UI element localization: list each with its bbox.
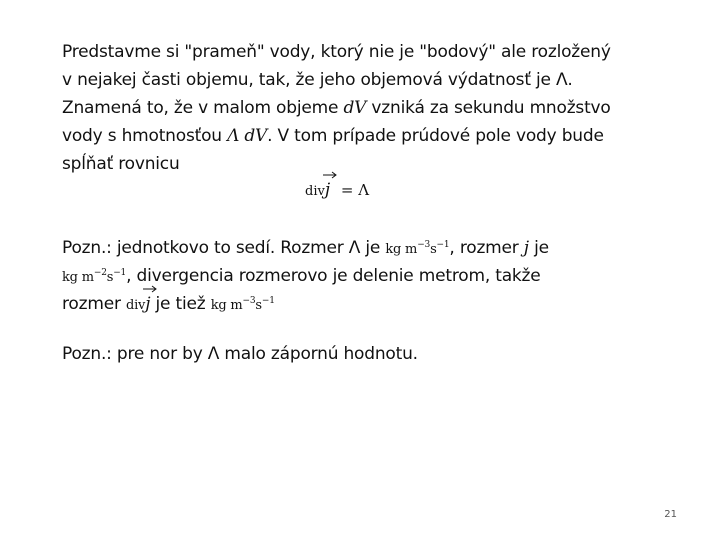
- note1-line-1: [62, 238, 549, 258]
- note1-text-b: , rozmer: [449, 238, 524, 258]
- note1-div-j: div j: [126, 295, 150, 313]
- note1-text-c: je: [528, 238, 549, 258]
- note1-text-a: Pozn.: jednotkovo to sedí. Rozmer Λ je: [62, 238, 381, 258]
- unit-kg-m3-s1: kg $m^{-3}s^{-1}$: [385, 240, 450, 257]
- vector-arrow-icon: [322, 171, 338, 179]
- note1-line-3: [62, 294, 275, 314]
- note2-text: Pozn.: pre nor by Λ malo zápornú hodnotu.: [62, 344, 418, 364]
- paragraph-line-4: [62, 126, 604, 146]
- paragraph-line-3-text-a: Znamená to, že v malom objeme: [62, 98, 344, 118]
- equation-vector-j: j: [325, 180, 330, 200]
- paragraph-line-2: v nejakej časti objemu, tak, že jeho objemová výdatnosť je Λ.: [62, 70, 573, 90]
- note1-line-2: [62, 266, 541, 286]
- page-number: 21: [664, 509, 677, 520]
- paragraph-line-4-text-a: vody s hmotnosťou: [62, 126, 228, 146]
- note1-text-f: je tiež: [155, 294, 206, 314]
- equation-rhs: = Λ: [340, 181, 370, 199]
- paragraph-line-1: Predstavme si "prameň" vody, ktorý nie je "bodový" ale rozložený: [62, 42, 611, 62]
- divergence-equation: [305, 180, 369, 200]
- paragraph-line-3: [62, 98, 611, 118]
- unit-kg-m3-s1-b: kg $m^{-3}s^{-1}$: [210, 296, 275, 313]
- volume-element-dv: dV: [343, 98, 367, 118]
- unit-kg-m2-s1: kg $m^{-2}s^{-1}$: [62, 268, 127, 285]
- note1-j: j: [523, 238, 529, 258]
- paragraph-line-4-text-b: . V tom prípade prúdové pole vody bude: [267, 126, 604, 146]
- vector-arrow-icon: [142, 285, 158, 293]
- mass-expression: Λ dV: [227, 126, 268, 146]
- note1-text-e: rozmer: [62, 294, 121, 314]
- paragraph-line-3-text-b: vzniká za sekundu množstvo: [366, 98, 611, 118]
- paragraph-line-5: spĺňať rovnicu: [62, 154, 180, 174]
- equation-div: div: [305, 184, 325, 199]
- note1-text-d: , divergencia rozmerovo je delenie metrom, takže: [126, 266, 541, 286]
